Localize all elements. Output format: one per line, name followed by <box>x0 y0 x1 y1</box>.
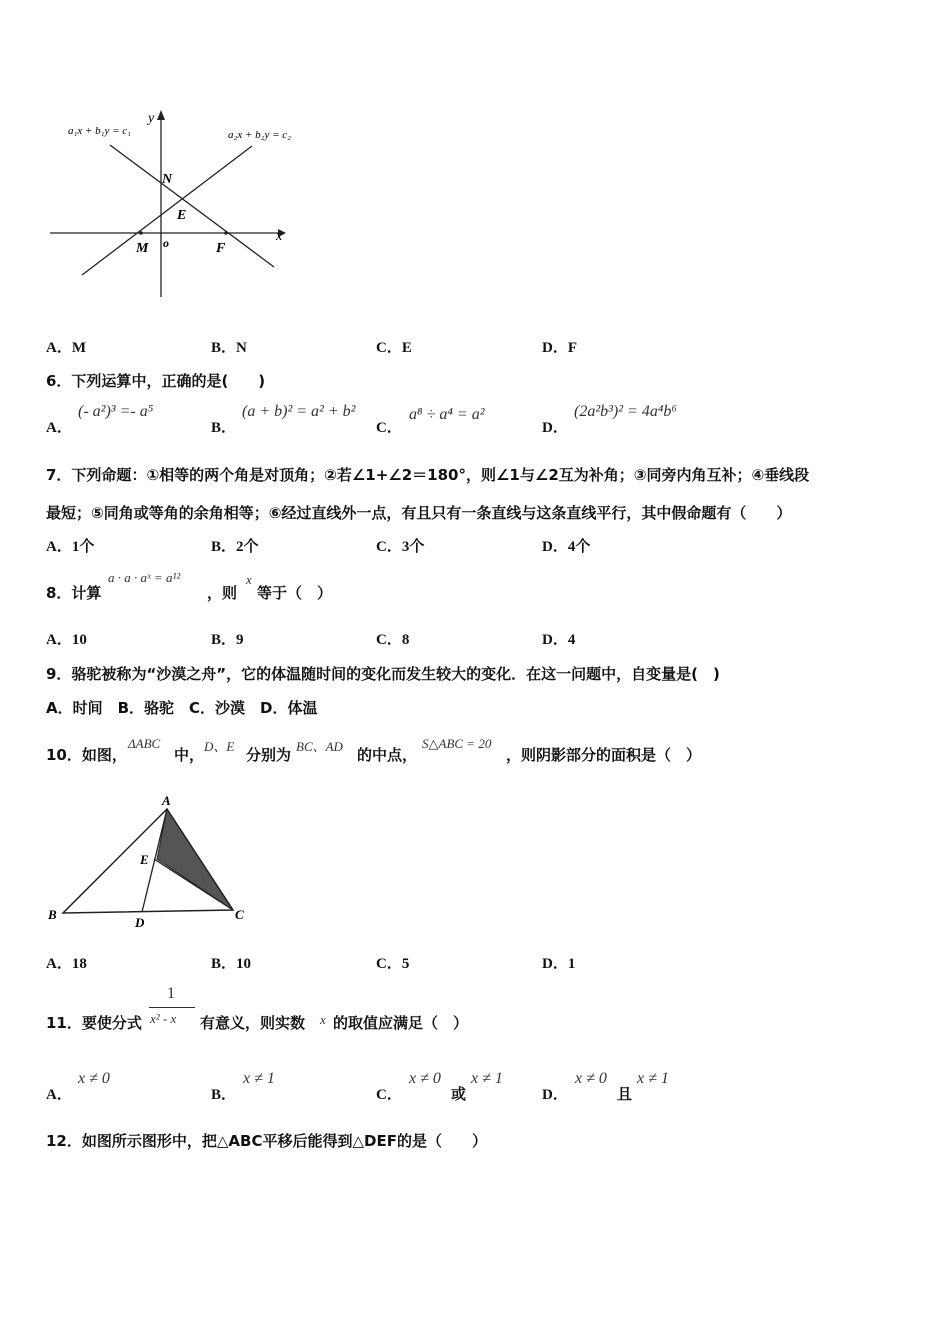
q6-option-a-math: (- a²)³ =- a⁵ <box>78 403 154 420</box>
label-c: C <box>235 907 244 922</box>
q11-option-b-label[interactable]: B． <box>211 1087 237 1103</box>
q8-option-c[interactable]: C．8 <box>376 632 410 648</box>
q6-stem: 6．下列运算中，正确的是( ) <box>46 372 266 390</box>
q5-option-a[interactable]: A．M <box>46 340 86 356</box>
q11-option-b-math: x ≠ 1 <box>243 1070 275 1087</box>
q11-variable: x <box>320 1012 326 1027</box>
label-a: A <box>162 793 171 808</box>
shaded-region <box>157 809 233 910</box>
q10-triangle: ΔABC <box>128 736 161 751</box>
q10-segments: BC、AD <box>296 739 343 754</box>
q8-variable: x <box>246 572 252 587</box>
q6-option-b-math: (a + b)² = a² + b² <box>242 403 356 420</box>
eq1-label: a₁x + b₁y = c₁ <box>68 125 131 137</box>
q8-option-d[interactable]: D．4 <box>542 632 576 648</box>
q11-option-d-label[interactable]: D． <box>542 1087 568 1103</box>
label-d: D <box>135 915 145 930</box>
point-m <box>139 231 143 235</box>
q8-option-b[interactable]: B．9 <box>211 632 244 648</box>
q11-option-c-or: 或 <box>451 1085 467 1103</box>
q11-option-d-math1: x ≠ 0 <box>575 1070 607 1087</box>
q9-options[interactable]: A．时间 B．骆驼 C．沙漠 D．体温 <box>46 699 318 717</box>
q6-option-c-math: a⁸ ÷ a⁴ = a² <box>409 406 485 423</box>
x-label: x <box>276 229 283 244</box>
q10-triangle-figure <box>40 788 270 933</box>
q8-stem-post: 等于（ ） <box>257 584 333 602</box>
q10-option-d[interactable]: D．1 <box>542 956 576 972</box>
q11-fraction-bar <box>149 1007 195 1008</box>
point-f <box>224 231 228 235</box>
y-axis-arrow-icon <box>157 110 165 120</box>
q11-option-d-math2: x ≠ 1 <box>637 1070 669 1087</box>
q10-stem-mid3: 的中点， <box>357 746 418 764</box>
f-label: F <box>216 241 226 256</box>
q7-stem-line1: 7．下列命题：①相等的两个角是对顶角；②若∠1+∠2＝180°，则∠1与∠2互为补角；③同旁内角互补；④垂线段 <box>46 466 810 484</box>
q7-option-d[interactable]: D．4个 <box>542 539 591 555</box>
q11-fraction-numerator: 1 <box>167 985 175 1002</box>
q11-option-c-label[interactable]: C． <box>376 1087 402 1103</box>
q6-option-a-label[interactable]: A． <box>46 420 72 436</box>
q5-coordinate-figure <box>40 100 310 305</box>
e-label: E <box>177 208 187 223</box>
q8-option-a[interactable]: A．10 <box>46 632 87 648</box>
q10-area: S△ABC = 20 <box>422 736 492 751</box>
q10-stem-mid1: 中， <box>174 746 205 764</box>
y-label: y <box>148 111 155 126</box>
q11-option-c-math2: x ≠ 1 <box>471 1070 503 1087</box>
q8-equation: a · a · aˣ = a¹² <box>108 570 181 585</box>
q6-option-d-label[interactable]: D． <box>542 420 568 436</box>
q7-stem-line2: 最短；⑤同角或等角的余角相等；⑥经过直线外一点，有且只有一条直线与这条直线平行，其中假命题有（ ） <box>46 504 792 522</box>
q12-stem: 12．如图所示图形中，把△ABC平移后能得到△DEF的是（ ） <box>46 1132 487 1150</box>
q6-option-c-label[interactable]: C． <box>376 420 402 436</box>
q5-option-b[interactable]: B．N <box>211 340 247 356</box>
q11-stem-mid: 有意义，则实数 <box>200 1014 306 1032</box>
q10-stem-post: ，则阴影部分的面积是（ ） <box>506 746 702 764</box>
eq2-label: a₂x + b₂y = c₂ <box>228 129 291 141</box>
q7-option-b[interactable]: B．2个 <box>211 539 259 555</box>
q8-stem-mid: ，则 <box>207 584 238 602</box>
q11-option-d-and: 且 <box>617 1085 633 1103</box>
q11-fraction-denominator: x² - x <box>150 1011 177 1026</box>
n-label: N <box>162 172 173 187</box>
q10-option-c[interactable]: C．5 <box>376 956 410 972</box>
line-1 <box>110 145 274 267</box>
q11-option-c-math1: x ≠ 0 <box>409 1070 441 1087</box>
label-e: E <box>140 852 149 867</box>
q8-stem-pre: 8．计算 <box>46 584 102 602</box>
q10-option-b[interactable]: B．10 <box>211 956 252 972</box>
q7-option-a[interactable]: A．1个 <box>46 539 95 555</box>
q5-option-c[interactable]: C．E <box>376 340 412 356</box>
q10-stem-mid2: 分别为 <box>246 746 292 764</box>
m-label: M <box>136 241 149 256</box>
line-2 <box>82 146 252 275</box>
q11-stem-pre: 11．要使分式 <box>46 1014 142 1032</box>
q9-stem: 9．骆驼被称为“沙漠之舟”，它的体温随时间的变化而发生较大的变化．在这一问题中，自变量是( ) <box>46 665 720 683</box>
q6-option-d-math: (2a²b³)² = 4a⁴b⁶ <box>574 403 677 420</box>
q10-stem-pre: 10．如图， <box>46 746 127 764</box>
q5-option-d[interactable]: D．F <box>542 340 577 356</box>
q11-option-a-math: x ≠ 0 <box>78 1070 110 1087</box>
q11-option-a-label[interactable]: A． <box>46 1087 72 1103</box>
q6-option-b-label[interactable]: B． <box>211 420 237 436</box>
q10-option-a[interactable]: A．18 <box>46 956 87 972</box>
q7-option-c[interactable]: C．3个 <box>376 539 425 555</box>
q11-stem-post: 的取值应满足（ ） <box>333 1014 469 1032</box>
q10-points-de: D、E <box>204 739 235 754</box>
o-label: o <box>163 236 169 250</box>
label-b: B <box>48 907 57 922</box>
